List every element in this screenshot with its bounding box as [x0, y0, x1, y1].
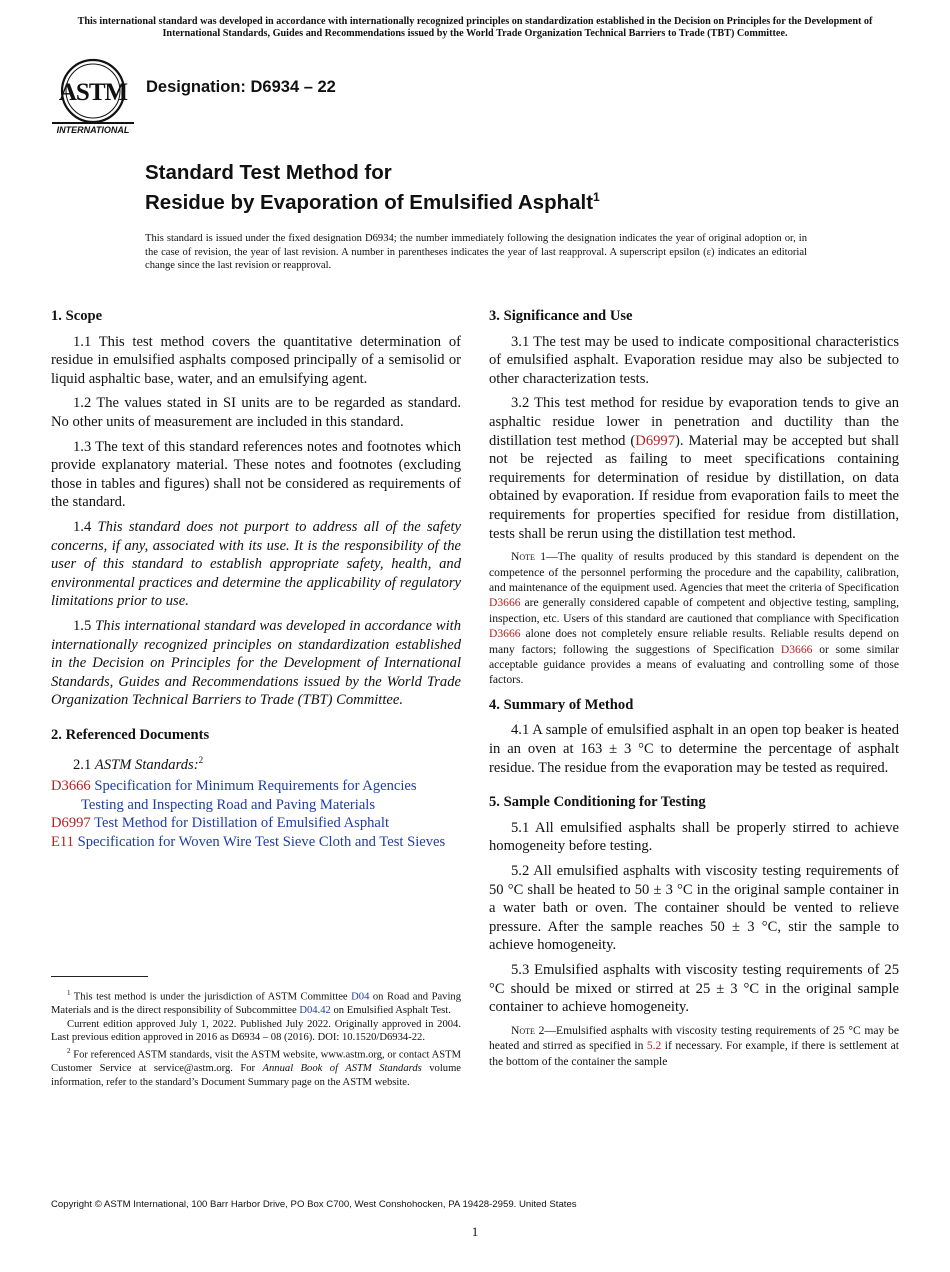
- page-number: 1: [471, 1224, 479, 1239]
- section-heading-summary: 4. Summary of Method: [489, 696, 634, 713]
- section-heading-scope: 1. Scope: [51, 308, 103, 324]
- left-column: [51, 307, 461, 851]
- svg-text:ASTM: ASTM: [58, 79, 128, 106]
- astm-logo: [52, 57, 134, 133]
- paragraph-5-1: 5.1 All emulsified asphalts shall be properly stirred to achieve homogeneity before testing.: [489, 819, 899, 855]
- link-d3666-c[interactable]: D3666: [780, 642, 813, 656]
- title-line-2: Residue by Evaporation of Emulsified Asphalt$^1$: [145, 190, 600, 214]
- footnote-divider: [51, 976, 148, 977]
- link-section-5-2[interactable]: 5.2: [646, 1039, 662, 1053]
- link-d6997[interactable]: D6997: [635, 432, 676, 449]
- paragraph-5-3: 5.3 Emulsified asphalts with viscosity testing requirements of 25 °C should be mixed or stirred at 25 ± 3 °C in the original sample container to achieve homogeneity.: [489, 961, 899, 1016]
- link-d04[interactable]: D04: [351, 991, 370, 1003]
- paragraph-1-2: 1.2 The values stated in SI units are to be regarded as standard. No other units of measurement are included in this standard.: [51, 395, 461, 430]
- right-column: [489, 307, 899, 1077]
- reference-d6997[interactable]: D6997 Test Method for Distillation of Emulsified Asphalt: [51, 815, 389, 832]
- title-footnote-mark: 1: [593, 190, 600, 204]
- paragraph-3-2: 3.2 This test method for residue by evaporation tends to give an asphaltic residue lower in penetration and ductility than the distillation test method (D6997). Material may be accepted but shall not be rejected as failing to meet specifications containing requirements for determination of residue by distillation, on data obtained by evaporation. If residue from evaporation fails to meet the requirements for properties specified for residue from distillation, tests shall be rerun using the distillation test method.: [489, 395, 899, 542]
- paragraph-1-5: 1.5 This international standard was developed in accordance with internationally recognized principles on standardization established in the Decision on Principles for the Development of International Standards, Guides and Recommendations issued by the World Trade Organization Technical Barriers to Trade (TBT) Committee.: [51, 617, 462, 709]
- footnote-1: $^1$ This test method is under the jurisdiction of ASTM Committee D04 on Road and Paving Materials and is the direct responsibility of Subcommittee D04.42 on Emulsified Asphalt Test.: [51, 989, 462, 1017]
- copyright-line: Copyright © ASTM International, 100 Barr Harbor Drive, PO Box C700, West Conshohocken, PA 19428-2959. United States: [51, 1199, 577, 1210]
- svg-text:INTERNATIONAL: INTERNATIONAL: [56, 125, 130, 133]
- section-heading-significance: 3. Significance and Use: [489, 308, 633, 324]
- paragraph-1-1: 1.1 This test method covers the quantitative determination of residue in emulsified asphalts composed principally of a semisolid or liquid asphaltic base, water, and an emulsifying agent.: [51, 333, 461, 387]
- paragraph-1-3: 1.3 The text of this standard references notes and footnotes which provide explanatory material. These notes and footnotes (excluding those in tables and figures) shall not be considered as requirements of the standard.: [51, 438, 461, 511]
- paragraph-3-1: 3.1 The test may be used to indicate compositional characteristics of emulsified asphalt. Evaporation residue may also be subjected to other characterization tests.: [489, 333, 899, 387]
- paragraph-5-2: 5.2 All emulsified asphalts with viscosity testing requirements of 50 °C shall be heated to 50 ± 3 °C in the original sample container in a water bath or oven. The container should be vented to relieve pressure. After the sample reaches 50 ± 3 °C, stir the sample to achieve homogeneity.: [489, 862, 899, 954]
- title-line-1: Standard Test Method for: [145, 161, 392, 184]
- reference-e11[interactable]: E11 Specification for Woven Wire Test Sieve Cloth and Test Sieves: [51, 833, 446, 850]
- top-notice: This international standard was developed in accordance with internationally recognized principles on standardization established in the Decision on Principles for the Development of International Standards, Guides and Recommendations issued by the World Trade Organization Technical Barriers to Trade (TBT) Committee.: [77, 16, 873, 39]
- section-heading-conditioning: 5. Sample Conditioning for Testing: [489, 794, 706, 811]
- note-2: Note 2—Emulsified asphalts with viscosity testing requirements of 25 °C may be heated and stirred as specified in 5.2 if necessary. For example, if there is settlement at the bottom of the container the sample: [489, 1023, 899, 1068]
- footnotes: [51, 987, 461, 1089]
- section-heading-referenced: 2. Referenced Documents: [51, 726, 210, 743]
- paragraph-1-4: 1.4 This standard does not purport to address all of the safety concerns, if any, associated with its use. It is the responsibility of the user of this standard to establish appropriate safety, health, and environmental practices and determine the applicability of regulatory limitations prior to use.: [51, 518, 461, 610]
- designation: Designation: D6934 – 22: [146, 78, 336, 96]
- reference-d3666[interactable]: D3666 Specification for Minimum Requirements for Agencies Testing and Inspecting Road and Paving Materials: [51, 777, 417, 813]
- link-d3666-b[interactable]: D3666: [489, 627, 521, 641]
- paragraph-4-1: 4.1 A sample of emulsified asphalt in an open top beaker is heated in an oven at 163 ± 3 °C to determine the percentage of asphalt residue. The residue from the evaporation may be tested as required.: [489, 722, 899, 776]
- issuance-statement: This standard is issued under the fixed designation D6934; the number immediately following the designation indicates the year of original adoption or, in the case of revision, the year of last revision. A number in parentheses indicates the year of last reapproval. A superscript epsilon (ε) indicates an editorial change since the last revision or reapproval.: [145, 233, 807, 271]
- link-d3666-a[interactable]: D3666: [489, 596, 521, 610]
- link-d04-42[interactable]: D04.42: [299, 1005, 331, 1017]
- footnote-2: $^2$ For referenced ASTM standards, visit the ASTM website, www.astm.org, or contact ASTM Customer Service at service@astm.org. For Annual Book of ASTM Standards volume information, refer to the standard’s Document Summary page on the ASTM website.: [51, 1046, 462, 1088]
- paragraph-2-1: 2.1 ASTM Standards:$^2$: [73, 755, 204, 774]
- footnote-edition: Current edition approved July 1, 2022. Published July 2022. Originally approved in 2004. Last previous edition approved in 2016 as D6934 – 08 (2016). DOI: 10.1520/D6934-22.: [51, 1018, 461, 1044]
- document-title: [145, 160, 600, 215]
- note-1: Note 1—The quality of results produced by this standard is dependent on the competence of the personnel performing the procedure and the capability, calibration, and maintenance of the equipment used. Agencies that meet the criteria of Specification D3666 are generally considered capable of competent and objective testing, sampling, inspection, etc. Users of this standard are cautioned that compliance with Specification D3666 alone does not completely ensure reliable results. Reliable results depend on many factors; following the suggestions of Specification D3666 or some similar acceptable guidance provides a means of evaluating and controlling some of those factors.: [489, 550, 900, 687]
